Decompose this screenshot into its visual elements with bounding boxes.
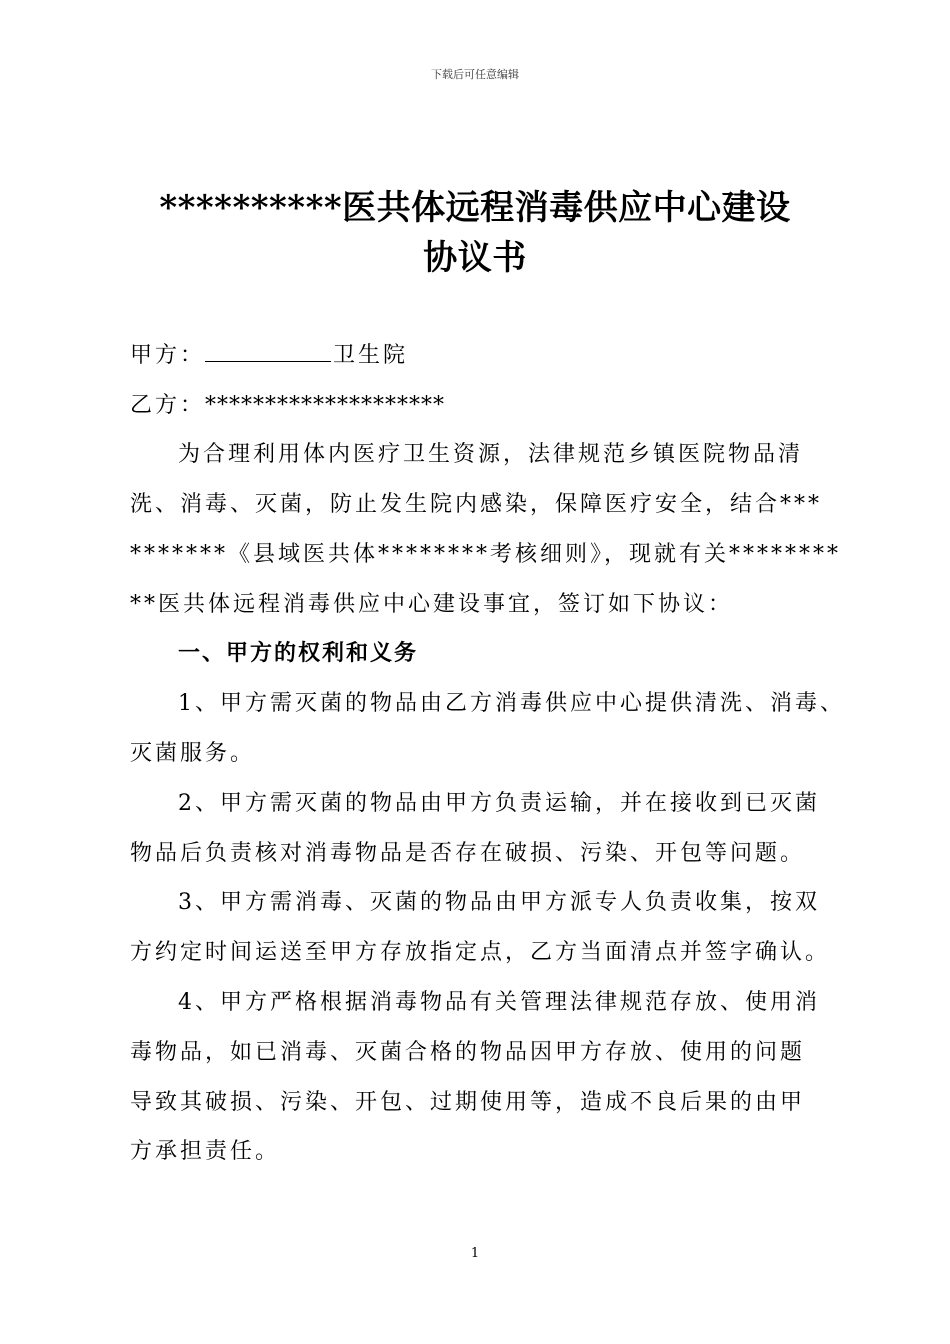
intro-line-3: *******《县域医共体********考核细则》，现就有关******** <box>130 542 842 567</box>
clause-4-line-1: 4、甲方严格根据消毒物品有关管理法律规范存放、使用消 <box>178 990 820 1015</box>
clause-3-line-1: 3、甲方需消毒、灭菌的物品由甲方派专人负责收集，按双 <box>178 890 820 915</box>
clause-2-line-2: 物品后负责核对消毒物品是否存在破损、污染、开包等问题。 <box>130 841 806 866</box>
page-number: 1 <box>470 1246 480 1261</box>
clause-1-line-2: 灭菌服务。 <box>130 741 256 766</box>
header-note: 下载后可任意编辑 <box>431 68 519 81</box>
party-a-line <box>130 338 408 369</box>
party-b-line <box>130 388 445 419</box>
party-a-blank <box>205 341 331 362</box>
party-b-value: ******************** <box>205 393 446 418</box>
section-1-heading: 一、甲方的权利和义务 <box>178 640 419 666</box>
clause-2-line-1: 2、甲方需灭菌的物品由甲方负责运输，并在接收到已灭菌 <box>178 791 820 816</box>
intro-line-2: 洗、消毒、灭菌，防止发生院内感染，保障医疗安全，结合*** <box>130 492 823 517</box>
party-b-label: 乙方： <box>130 393 206 418</box>
party-a-label: 甲方： <box>130 343 206 368</box>
clause-4-line-3: 导致其破损、污染、开包、过期使用等，造成不良后果的由甲 <box>130 1090 806 1115</box>
clause-4-line-2: 毒物品，如已消毒、灭菌合格的物品因甲方存放、使用的问题 <box>130 1040 806 1065</box>
clause-3-line-2: 方约定时间运送至甲方存放指定点，乙方当面清点并签字确认。 <box>130 940 831 965</box>
intro-line-1: 为合理利用体内医疗卫生资源，法律规范乡镇医院物品清 <box>178 442 804 467</box>
party-a-value: 卫生院 <box>333 343 409 368</box>
clause-1-line-1: 1、甲方需灭菌的物品由乙方消毒供应中心提供清洗、消毒、 <box>178 691 845 716</box>
clause-4-line-4: 方承担责任。 <box>130 1139 281 1164</box>
intro-line-4: **医共体远程消毒供应中心建设事宜，签订如下协议： <box>130 592 734 617</box>
document-title-line-2: 协议书 <box>423 238 527 278</box>
document-title-line-1: **********医共体远程消毒供应中心建设 <box>159 188 791 228</box>
